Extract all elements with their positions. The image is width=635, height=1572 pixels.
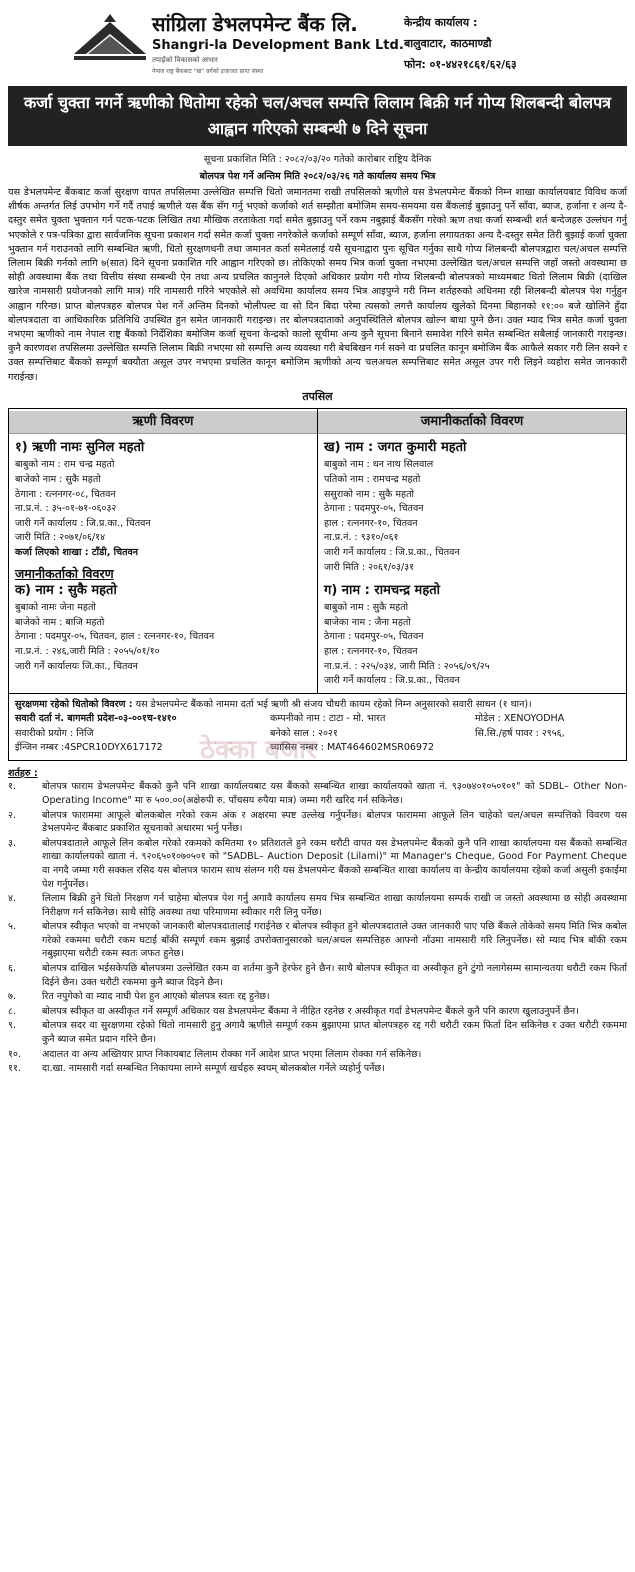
debtor-detail-line: बाबुको नाम : राम चन्द्र महतो [15, 459, 115, 471]
guarantor-ga-name: ग) नाम : रामचन्द्र महतो [324, 583, 441, 599]
bank-name-english: Shangri-la Development Bank Ltd. [152, 38, 404, 53]
vehicle-reg-no: सवारी दर्ता नं. बागमती प्रदेश-०३-००१च-१४१० [15, 713, 177, 725]
guarantor-detail-line: बाबुको नाम : धन नाथ सिलवाल [324, 459, 434, 471]
condition-number: ८. [8, 1005, 16, 1017]
guarantor-detail-line: ना.प्र.नं. : २४६,जारी मिति : २०५५/०१/१० [15, 645, 160, 657]
condition-text: बोलपत्रदाताले आफूले लिन कबोल गरेको रकमको कमितमा १० प्रतिशतले हुने रकम धरौटी वापत यस डेभलपमेन्ट बैंकको कुनै पनि शाखा कार्यालयमा यस बैंकको सम्बन्धित शाखा कार्यालयको खाता नं. ९२०६५०१०७०५०१ को "SADBL– Auction Deposit (Lilami)" मा Manager's Cheque, Good For Payment Cheque वा नगदै जम्मा गरी सक्कल रसिद यस बोलपत्र फाराम साथ संलग्न गरी यस डेभलपमेन्ट बैंकको सम्बन्धित शाखा कार्यालय वा केन्द्रीय कार्यालयमा रहेको कर्जा असुली इकाईमा पेश गर्नुपर्नेछ। [42, 837, 627, 890]
guarantor-detail-line: ठेगाना : पदमपुर-०५, चितवन, हाल : रत्ननगर-१०, चितवन [15, 631, 215, 643]
schedule-table [8, 408, 627, 761]
bank-sub-tagline: नेपाल राष्ट्र बैंकबाट "ख" वर्गको इजाजत प्राप्त संस्था [152, 68, 264, 75]
guarantor-detail-line: ससुराको नाम : सुकै महतो [324, 488, 414, 500]
condition-text: लिलाम बिक्री हुने धितो निरक्षण गर्न चाहेमा बोलपत्र पेश गर्नु अगावै कार्यालय समय भित्र सम्बन्धित शाखा कार्यालयमा सम्पर्क राखी ज जस्तो अवस्थामा छ सोही अवस्थामा निरीक्षण गर्न सकिनेछ। साथै सोहि अवस्था तथा परिमाणमा स्वीकार गरी लिनु पर्नेछ। [42, 893, 627, 918]
conditions-section [8, 767, 627, 1076]
condition-text: बोलपत्र फाराममा आफूले बोलकबोल गरेको रकम अंक र अक्षरमा स्पष्ट उल्लेख गर्नुपर्नेछ। बोलपत्र फाराममा आफूले लिन चाहेको चल/अचल सम्पत्तिको विवरण यस डेभलपमेन्ट बैंकबाट प्रकाशित सूचनाको अधारमा भर्नु पर्नेछ। [42, 809, 627, 835]
guarantor-detail-line: ठेगाना : पदमपुर-०५, चितवन [324, 631, 424, 643]
condition-number: २. [8, 809, 16, 821]
bank-header [8, 0, 627, 86]
condition-item [8, 1048, 627, 1062]
debtor-detail-line: जारी मिति : २०७१/०६/१४ [15, 532, 106, 544]
guarantor-detail-line: ठेगाना : पदमपुर-०५, चितवन [324, 503, 424, 515]
guarantor-detail-line: ना.प्र.नं. : २२५/०३४, जारी मिति : २०५६/०९/२५ [324, 660, 490, 672]
condition-text: बोलपत्र सदर वा सुरक्षणमा रहेको धितो नामसारी हुनु अगावै ऋणीले सम्पूर्ण रकम बुझाएमा प्राप्त बोलपत्रहरु रद्द गरी धरौटी रकम फिर्ता दिन सकिनेछ र उक्त धरौटी रकममा कुनै ब्याज समेत प्रदान गरिने छैन। [42, 1020, 627, 1046]
guarantor-detail-line: ना.प्र.नं. : ९३१०/०६१ [324, 532, 399, 544]
condition-number: ३. [8, 837, 16, 849]
condition-item [8, 990, 627, 1004]
condition-item [8, 1019, 627, 1046]
condition-item [8, 1062, 627, 1076]
guarantor-detail-line: बुबाको नामः जेना महतो [15, 602, 96, 614]
vehicle-chassis-no: च्यासिस नम्बर : MAT464602MSR06972 [270, 742, 435, 754]
debtor-detail-line: बाजेको नाम : सुकै महतो [15, 474, 101, 486]
notice-body-text: यस डेभलपमेन्ट बैंकबाट कर्जा सुरक्षण वापत तपसिलमा उल्लेखित सम्पत्ति धितो जमानतमा राखी तपसिलको ऋणीले यस डेभलपमेन्ट बैंकको निम्न शाखा कार्यालयबाट विविध कर्जा शीर्षक अन्तर्गत लिई उपभोग गर्ने गर्दै तपाई ऋणीले यस बैंक सँग गर्नु भएको कर्जाको शर्त सम्झौता बमोजिम समय-समयमा यस बैंकलाई बुझाउनु पर्ने साँवा, ब्याज, हर्जाना र अन्य दै-दस्तुर समेत चुक्ता भुक्तान गर्न पटक-पटक लिखित तथा मौखिक तरताकेता गर्दा समेत बुझाउनु पर्ने रकम नबुझाई बैंकसँग गरेको ऋण तथा कर्जा सम्बन्धी शर्त बन्देजहरु उल्लंघन गर्नु भएकोले र पत्र-पत्रिका द्वारा सार्वजनिक सूचना प्रकाशन गर्दा समेत कर्जा चुक्ता नगरेकोले कर्जाको सम्पूर्ण साँवा, ब्याज, हर्जाना लगायतका अन्य दै-दस्तुर समेत तिरी बुझाई कर्जा चुक्ता भुक्तान गर्न गराउनको लागि सम्बन्धित ऋणी, धितो सुरक्षणधनी तथा जमानत कर्ता समेतलाई यसै सूचनाद्वारा पुनः सूचित गर्नुका साथै गोप्य शिलबन्दी बोलपत्रद्वारा चल/अचल सम्पत्ति लिलाम बिक्री गर्नको लागि ७(सात) दिने सूचना प्रकाशित गरि आह्वान गरिएको छ। तोकिएको समय भित्र कर्जा चुक्ता नभएमा उल्लेखित चल/अचल सम्पत्ति जहाँ जस्तो अवस्थामा छ सोही अवस्थामा बैंक तथा वित्तीय संस्था सम्बन्धी ऐन तथा अन्य प्रचलित कानुनले दिएको अधिकार प्रयोग गरी गोप्य शिलबन्दी बोलपत्रको माध्यमबाट धितो लिलाम बिक्री (दाखिल खारेज नामसारी प्रयोजनको लागि मात्र) गरि नामसारी गरिने भएकोले सो अवधिमा कार्यालय समय भित्र आइपुग्ने गरी निम्न शर्तहरुको अधिनमा रही शिलबन्दी बोलपत्र पेश गर्नुहुन आह्वान गरिन्छ। प्राप्त बोलपत्रहरु बोलपत्र पेश गर्ने अन्तिम दिनको भोलीपल्ट वा सो दिन बिदा परेमा त्यसको लगत्तै कार्यालय खुलेको दिनमा बिहानको ११:०० बजे खोलिने हुँदा बोलपत्रदाता वा आधिकारिक प्रतिनिधि उपस्थित हुन समेत जानकारी गराइन्छ। तर बोलपत्रदाताको अनुपस्थितिले बोलपत्र खोल्न बाधा पुग्ने छैन। उक्त म्याद भित्र समेत कर्जा चुक्ता नभएमा ऋणीको नाम नेपाल राष्ट्र बैंकको निर्देशिका बमोजिम कर्जा सूचना केन्द्रको कालो सूचीमा अन्य कुनै सूचना बिनाने समावेश गरिने समेत सम्बन्धित सबैलाई जानकारी गराइन्छ। कुनै कारणवश तपसिलमा उल्लेखित सम्पत्ति लिलाम बिक्री नभएमा सो सम्पत्ति अन्य व्यवस्था गरी बेचबिखन गर्न सक्ने वा प्रचलित कानून बमोजिम बैंक आफैले सकार गरी लिन सक्ने र उक्त सम्पत्तिबाट बैंकको सम्पूर्ण बक्यौता असूल उपर नभएमा प्रचलित कानून बमोजिम ऋणीको अन्य चलअचल सम्पत्तिबाट समेत असूल उपर गरी लिइने व्यहोरा समेत जानकारी गराईन्छ। [8, 187, 627, 383]
condition-text: बोलपत्र फाराम डेभलपमेन्ट बैंकको कुनै पनि शाखा कार्यालयबाट यस बैंकको सम्बन्धित शाखा कार्यालयको खाता नं. ९३०७४०१०५०१०१" को SDBL– Other Non-Operating Income" मा रु ५००.००(अक्षेरुपी रु. पाँचसय रुपैया मात्र) जम्मा गरी खरिद गर्न सकिनेछ। [42, 781, 627, 806]
guarantor-detail-line: जारी गर्ने कार्यालयः जि.का., चितवन [15, 660, 138, 672]
collateral-section [9, 693, 626, 760]
condition-text: बोलपत्र दाखिल भईसकेपछि बोलपत्रमा उल्लेखित रकम वा शर्तमा कुनै हेरफेर हुने छैन। साथै बोलपत्र स्वीकृत वा अस्वीकृत हुने टुंगो नलागेसम्म सामान्यतया धरौटी रकम फिर्ता दिईने छैन। उक्त धरौटी रकममा कुनै ब्याज दिइने छैन। [42, 963, 627, 988]
vehicle-company: कम्पनीको नाम : टाटा - मो. भारत [270, 713, 386, 725]
condition-number: १. [8, 781, 16, 793]
guarantor-detail-line: बाजेको नाम : बाजि महतो [15, 616, 105, 628]
debtor-name: १) ऋणी नामः सुनिल महतो [15, 440, 145, 456]
condition-text: रित नपुगेको वा म्याद नाघी पेश हुन आएको बोलपत्र स्वतः रद्द हुनेछ। [42, 991, 270, 1003]
condition-item [8, 837, 627, 891]
condition-text: दा.खा. नामसारी गर्दा सम्बन्धित निकायमा लाग्ने सम्पूर्ण खर्चहरु स्वयम् बोलकबोल गर्नेले व्यहोर्नु पर्नेछ। [42, 1063, 385, 1075]
bank-logo-icon [74, 14, 146, 66]
guarantor-detail-line: बाजेका नाम : जैना महतो [324, 616, 411, 628]
vehicle-cc: सि.सि./हर्ष पावर : २९५६, [475, 727, 565, 739]
condition-number: ४. [8, 893, 16, 905]
office-location: बालुवाटार, काठमाण्डौ [404, 37, 492, 50]
guarantor-kha-name: ख) नाम : जगत कुमारी महतो [324, 440, 467, 456]
vehicle-usage: सवारीको प्रयोग : निजि [15, 727, 94, 739]
condition-item [8, 962, 627, 989]
condition-number: ९. [8, 1020, 16, 1032]
bank-tagline: तपाईंको विकासको आधार [152, 56, 218, 64]
condition-text: अदालत वा अन्य अख्तियार प्राप्त निकायबाट लिलाम रोक्का गर्ने आदेश प्राप्त भएमा लिलाम रोक्का गर्न सकिनेछ। [42, 1048, 422, 1060]
office-address-block [404, 12, 517, 75]
office-label: केन्द्रीय कार्यालय : [404, 16, 478, 29]
guarantor-detail-line: बाबुको नाम : सुकै महतो [324, 602, 409, 614]
vehicle-model: मोडेल : XENOYODHA [475, 713, 565, 725]
submission-deadline-line: बोलपत्र पेश गर्ने अन्तिम मिति २०८२/०३/२६ गते कार्यालय समय भित्र [199, 171, 436, 182]
debtor-detail-line: जारी गर्ने कार्यालय : जि.प्र.का., चितवन [15, 517, 151, 529]
condition-item [8, 780, 627, 807]
condition-item [8, 809, 627, 836]
vehicle-year: बनेको साल : २०२१ [270, 727, 338, 739]
debtor-detail-line: ना.प्र.नं. : ३५-०१-७१-०६०३२ [15, 503, 117, 515]
guarantor-column [318, 409, 626, 693]
condition-number: ६. [8, 963, 16, 975]
condition-item [8, 892, 627, 919]
guarantor-ka-name: क) नाम : सुकै महतो [15, 583, 117, 599]
guarantor-detail-line: जारी गर्ने कार्यालय : जि.प्र.का., चितवन [324, 547, 460, 558]
condition-number: ७. [8, 991, 16, 1003]
guarantor-section-title: जमानीकर्ताको विवरण [15, 565, 114, 581]
office-phone: फोन: ०१-४४२१८६१/६२/६३ [404, 58, 517, 71]
debtor-branch: कर्जा लिएको शाखा : टाँडी, चितवन [15, 547, 139, 558]
condition-number: १०. [8, 1048, 21, 1060]
schedule-label: तपसिल [302, 389, 333, 403]
bank-name-nepali: सांग्रिला डेभलपमेन्ट बैंक लि. [152, 12, 358, 36]
condition-item [8, 920, 627, 961]
collateral-intro: यस डेभलपमेन्ट बैंकको नाममा दर्ता भई ऋणी श्री संजय चौधरी कायम रहेको निम्न अनुसारको सवारी साधन (१ थान)। [135, 698, 532, 710]
watermark: ठेक्का बजार [200, 735, 317, 765]
guarantor-column-title: जमानीकर्ताको विवरण [318, 411, 626, 435]
condition-number: ५. [8, 921, 16, 933]
conditions-list [8, 780, 627, 1075]
conditions-title: शर्तहरु : [8, 767, 38, 779]
condition-item [8, 1005, 627, 1019]
guarantor-detail-line: हाल : रत्ननगर-१०, चितवन [324, 645, 418, 657]
condition-text: बोलपत्र स्वीकृत भएको वा नभएको जानकारी बोलपत्रदातालाई गराईनेछ र बोलपत्र स्वीकृत हुने बोलपत्रदाताले उक्त जानकारी पाए पछि बैंकले तोकेको समय मिति भित्र कबोल गरेको रकममा धरौटी रकम घटाई बाँकी सम्पूर्ण रकम बुझाई उपरोक्तानुसारको चल/अचल सम्पत्तिहरु आफ्नो नाँउमा नामसारी गरि लिनुपर्नेछ। सो म्याद भित्र बाँकी रकम नबुझाएमा धरौटी रकम स्वतः जफत हुनेछ। [42, 921, 627, 960]
guarantor-detail-line: जारी गर्ने कार्यालय : जि.प्र.का., चितवन [324, 675, 460, 687]
guarantor-detail-line: पतिको नाम : रामचन्द्र महतो [324, 474, 421, 486]
guarantor-detail-line: जारी मिति : २०६१/०३/३१ [324, 561, 415, 573]
guarantor-detail-line: हाल : रत्ननगर-१०, चितवन [324, 517, 418, 529]
condition-text: बोलपत्र स्वीकृत वा अस्वीकृत गर्ने सम्पूर्ण अधिकार यस डेभलपमेन्ट बैंकमा ने नीहित रहनेछ र अस्वीकृत गर्दा डेभलपमेन्ट बैंकले कुनै पनि कारण खुलाउनुपर्ने छैन। [42, 1005, 579, 1017]
condition-number: ११. [8, 1063, 21, 1075]
vehicle-engine-no: ईन्जिन नम्बर :4SPCR10DYX617172 [15, 742, 163, 754]
debtor-column-title: ऋणी विवरण [9, 411, 317, 435]
debtor-detail-line: ठेगाना : रत्ननगर-०८, चितवन [15, 488, 116, 500]
debtor-column [9, 409, 318, 693]
publish-date-line: सूचना प्रकाशित मिति : २०८२/०३/२० गतेको कारोबार राष्ट्रिय दैनिक [203, 154, 432, 165]
collateral-label: सुरक्षणमा रहेको धितोको विवरण : [15, 698, 133, 710]
notice-headline: कर्जा चुक्ता नगर्ने ऋणीको धितोमा रहेको चल/अचल सम्पत्ति लिलाम बिक्री गर्न गोप्य शिलबन्दी बोलपत्र आह्वान गरिएको सम्बन्धी ७ दिने सूचना [8, 86, 627, 146]
